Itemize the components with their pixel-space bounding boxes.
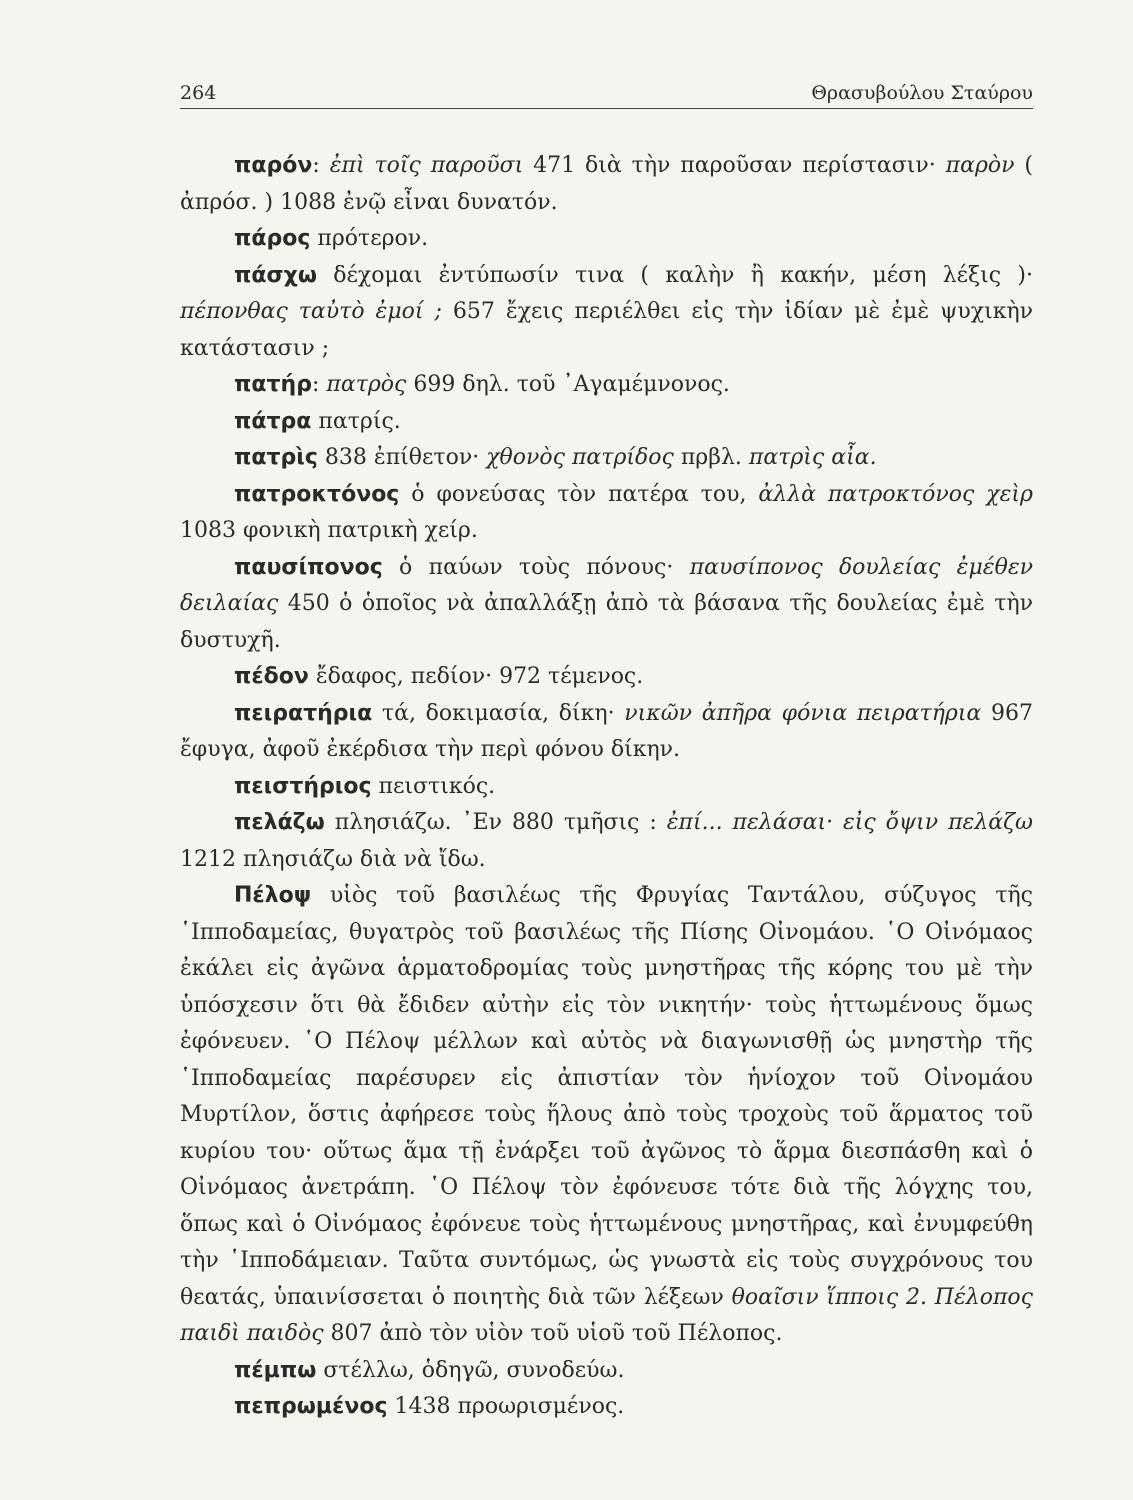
glossary-entry <box>180 769 1033 806</box>
page-header <box>180 70 1033 109</box>
entry-headword: πάρος <box>234 226 311 251</box>
entry-text: 657 ἔχεις περιέλθει εἰς τὴν ἰδίαν μὲ ἐμὲ ψυχικὴν κατάστασιν ; <box>180 299 1034 361</box>
running-head: Θρασυβούλου Σταύρου <box>811 82 1033 104</box>
entry-headword: πατρὶς <box>234 445 318 470</box>
entry-headword: παρόν <box>234 153 313 178</box>
entry-text: 1083 φονικὴ πατρικὴ χείρ. <box>180 518 478 543</box>
glossary-entry <box>180 258 1033 368</box>
entry-text: πλησιάζω. ᾿Εν 880 τμῆσις : <box>324 810 667 835</box>
entry-text: δέχομαι ἐντύπωσίν τινα ( καλὴν ἢ κακήν, μέση λέξις )· <box>316 262 1033 288</box>
glossary-entry <box>180 1353 1033 1390</box>
entry-text: τά, δοκιμασία, δίκη· <box>372 700 625 726</box>
glossary-entry <box>180 440 1033 477</box>
entry-text: πρβλ. <box>673 445 749 470</box>
entry-text: 1212 πλησιάζω διὰ νὰ ἴδω. <box>180 846 486 872</box>
entry-text: στέλλω, ὁδηγῶ, συνοδεύω. <box>316 1357 625 1383</box>
entry-headword: πειρατήρια <box>234 700 373 726</box>
entry-quote: χθονὸς πατρίδος <box>486 445 674 470</box>
glossary-entry <box>180 805 1033 878</box>
entry-quote: παυσίπονος δουλείας ἐμέθεν δειλαίας <box>180 554 1033 616</box>
entry-headword: Πέλοψ <box>234 883 312 908</box>
page-number: 264 <box>180 82 217 104</box>
entry-text: 967 ἔφυγα, ἀφοῦ ἐκέρδισα τὴν περὶ φόνου δίκην. <box>180 700 1033 762</box>
entry-quote: νικῶν ἀπῆρα φόνια πειρατήρια <box>624 700 982 726</box>
glossary-entry <box>180 148 1033 221</box>
entry-text: πρότερον. <box>310 226 429 251</box>
entry-headword: πατήρ <box>234 372 312 397</box>
entry-headword: πάτρα <box>234 408 312 434</box>
entry-headword: πελάζω <box>234 810 325 835</box>
entry-text: : <box>312 153 330 178</box>
entry-quote: ἐπὶ τοῖς παροῦσι <box>329 153 524 178</box>
entry-headword: πάσχω <box>234 262 317 288</box>
entry-headword: πεπρωμένος <box>234 1394 388 1419</box>
glossary-entry <box>180 696 1033 769</box>
entry-text: 807 ἀπὸ τὸν υἱὸν τοῦ υἱοῦ τοῦ Πέλοπος. <box>323 1321 783 1346</box>
glossary-entry <box>180 1389 1033 1426</box>
entry-text: 838 ἐπίθετον· <box>317 445 487 470</box>
glossary-entry <box>180 878 1033 1353</box>
entry-text: ὁ παύων τοὺς πόνους· <box>382 554 690 580</box>
entry-quote: ἀλλὰ πατροκτόνος χεὶρ <box>758 481 1033 507</box>
glossary-entry <box>180 404 1033 441</box>
entry-quote: πατρὸς <box>326 372 407 397</box>
entry-text: 471 διὰ τὴν παροῦσαν περίστασιν· <box>523 153 946 178</box>
entry-text: πατρίς. <box>311 408 401 434</box>
entry-headword: πατροκτόνος <box>234 481 400 507</box>
entry-headword: πέμπω <box>234 1357 317 1383</box>
entry-headword: πέδον <box>234 664 309 689</box>
entry-quote: θοαῖσιν ἵπποις 2. Πέλοπος παιδὶ παιδὸς <box>180 1284 1033 1346</box>
glossary-body <box>180 148 1033 1426</box>
entry-quote: παρὸν <box>945 153 1015 178</box>
glossary-entry <box>180 367 1033 404</box>
entry-quote: ἐπί... πελάσαι· εἰς ὄψιν πελάζω <box>666 810 1033 835</box>
glossary-entry <box>180 221 1033 258</box>
glossary-entry <box>180 659 1033 696</box>
entry-text: 1438 προωρισμένος. <box>387 1394 625 1419</box>
entry-text: ἔδαφος, πεδίον· 972 τέμενος. <box>308 664 644 689</box>
entry-headword: πειστήριος <box>234 773 372 799</box>
entry-text: ( ἀπρόσ. ) 1088 ἐνῷ εἶναι δυνατόν. <box>180 153 1034 215</box>
entry-text: 699 δηλ. τοῦ ᾿Αγαμέμνονος. <box>406 372 730 397</box>
entry-text: 450 ὁ ὁποῖος νὰ ἀπαλλάξῃ ἀπὸ τὰ βάσανα τῆς δουλείας ἐμὲ τὴν δυστυχῆ. <box>180 591 1033 653</box>
glossary-entry <box>180 550 1033 660</box>
entry-text: υἱὸς τοῦ βασιλέως τῆς Φρυγίας Ταντάλου, σύζυγος τῆς ῾Ιπποδαμείας, θυγατρὸς τοῦ βασιλέως τῆς Πίσης Οἰνομάου. ῾Ο Οἰνόμαος ἐκάλει εἰς ἀγῶνα ἁρματοδρομίας τοὺς μνηστῆρας τῆς κόρης του μὲ τὴν ὑπόσχεσιν ὅτι θὰ ἔδιδεν αὐτὴν εἰς τὸν νικητήν· τοὺς ἡττωμένους ὅμως ἐφόνευεν. ῾Ο Πέλοψ μέλλων καὶ αὐτὸς νὰ διαγωνισθῇ ὡς μνηστὴρ τῆς ῾Ιπποδαμείας παρέσυρεν εἰς ἀπιστίαν τὸν ἡνίοχον τοῦ Οἰνομάου Μυρτίλον, ὅστις ἀφήρεσε τοὺς ἥλους ἀπὸ τοὺς τροχοὺς τοῦ ἅρματος τοῦ κυρίου του· οὕτως ἅμα τῇ ἐνάρξει τοῦ ἀγῶνος τὸ ἅρμα διεσπάσθη καὶ ὁ Οἰνόμαος ἀνετράπη. ῾Ο Πέλοψ τὸν ἐφόνευσε τότε διὰ τῆς λόγχης του, ὅπως καὶ ὁ Οἰνόμαος ἐφόνευε τοὺς ἡττωμένους μνηστῆρας, καὶ ἐνυμφεύθη τὴν ῾Ιπποδάμειαν. Ταῦτα συντόμως, ὡς γνωστὰ εἰς τοὺς συγχρόνους του θεατάς, ὑπαινίσσεται ὁ ποιητὴς διὰ τῶν λέξεων <box>180 883 1033 1310</box>
entry-text: πειστικός. <box>371 773 496 799</box>
entry-headword: παυσίπονος <box>234 554 383 580</box>
glossary-entry <box>180 477 1033 550</box>
entry-quote: πατρὶς αἶα. <box>748 445 877 470</box>
entry-text: ὁ φονεύσας τὸν πατέρα του, <box>399 481 759 507</box>
entry-quote: πέπονθας ταὐτὸ ἐμοί ; <box>180 299 442 324</box>
entry-text: : <box>311 372 327 397</box>
